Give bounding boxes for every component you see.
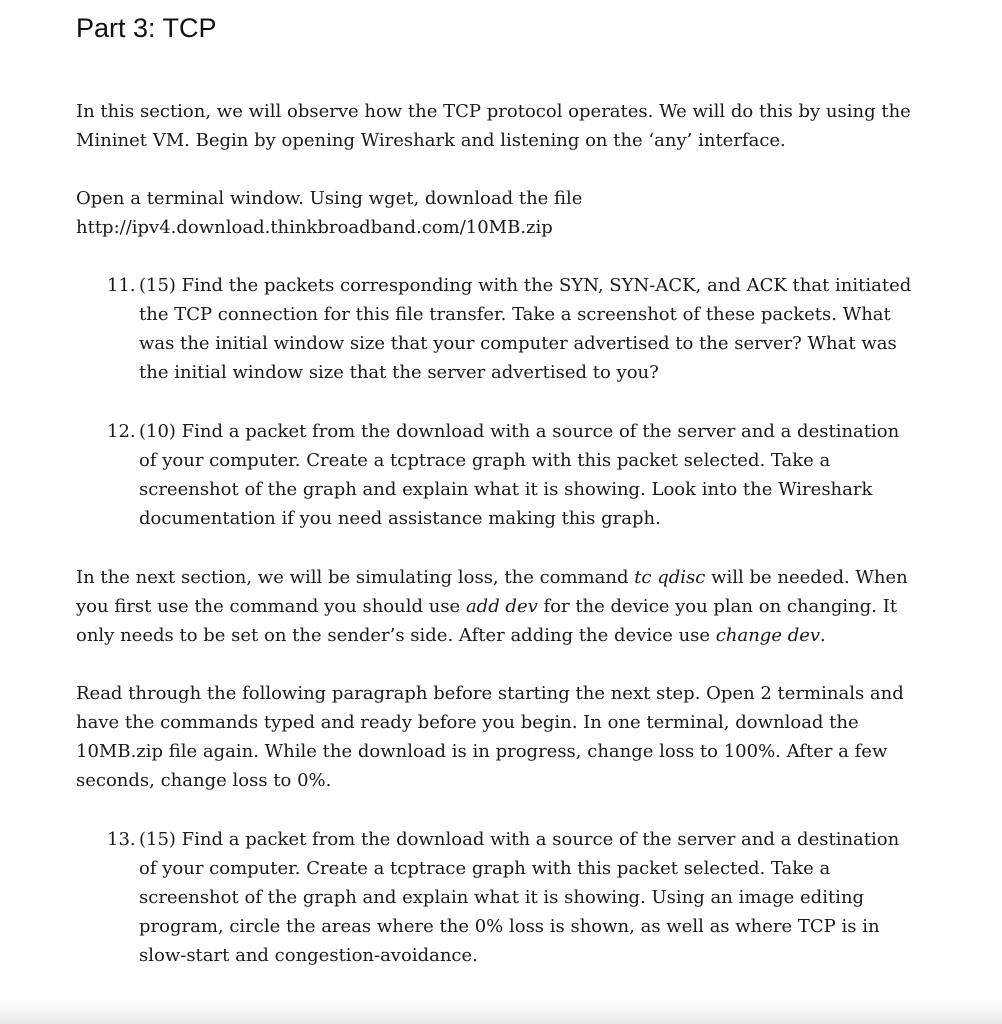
loss-line [76, 621, 908, 650]
intro-line: Mininet VM. Begin by opening Wireshark and listening on the ‘any’ interface. [76, 130, 786, 151]
text-run: you first use the command you should use [76, 596, 466, 617]
question-line: slow-start and congestion-avoidance. [139, 945, 478, 966]
question-line: program, circle the areas where the 0% loss is shown, as well as where TCP is in [139, 916, 880, 937]
question-11 [107, 271, 911, 387]
loss-paragraph [76, 563, 908, 650]
command-text: tc qdisc [634, 567, 706, 588]
question-line: screenshot of the graph and explain what it is showing. Using an image editing [139, 887, 865, 908]
instructions-line: seconds, change loss to 0%. [76, 770, 332, 791]
download-paragraph [76, 184, 582, 242]
download-url: http://ipv4.download.thinkbroadband.com/10MB.zip [76, 217, 553, 238]
loss-line [76, 563, 908, 592]
text-run: will be needed. When [705, 567, 908, 588]
question-13 [107, 825, 899, 970]
question-number: 13. [107, 829, 136, 850]
command-text: add dev [465, 596, 538, 617]
text-run: . [820, 625, 826, 646]
page-bottom-shadow [0, 1000, 1002, 1024]
download-line: Open a terminal window. Using wget, download the file [76, 188, 583, 209]
question-line [107, 271, 911, 300]
question-line: the initial window size that the server advertised to you? [139, 362, 659, 383]
question-text: (15) Find a packet from the download with a source of the server and a destination [139, 829, 900, 850]
loss-line [76, 592, 908, 621]
question-line [107, 417, 899, 446]
section-heading: Part 3: TCP [76, 13, 217, 43]
command-text: change dev [715, 625, 821, 646]
question-line: screenshot of the graph and explain what it is showing. Look into the Wireshark [139, 479, 873, 500]
question-line: the TCP connection for this file transfer. Take a screenshot of these packets. What [139, 304, 891, 325]
intro-line: In this section, we will observe how the TCP protocol operates. We will do this by using the [76, 101, 911, 122]
question-text: (10) Find a packet from the download with a source of the server and a destination [139, 421, 900, 442]
text-run: In the next section, we will be simulating loss, the command [76, 567, 635, 588]
question-12 [107, 417, 899, 533]
question-text: (15) Find the packets corresponding with the SYN, SYN-ACK, and ACK that initiated [139, 275, 912, 296]
question-line: documentation if you need assistance making this graph. [139, 508, 661, 529]
question-line: was the initial window size that your computer advertised to the server? What was [139, 333, 897, 354]
instructions-line: Read through the following paragraph before starting the next step. Open 2 terminals and [76, 683, 904, 704]
text-run: for the device you plan on changing. It [537, 596, 898, 617]
question-number: 12. [107, 421, 136, 442]
question-line: of your computer. Create a tcptrace graph with this packet selected. Take a [139, 858, 831, 879]
question-number: 11. [107, 275, 136, 296]
text-run: only needs to be set on the sender’s side. After adding the device use [76, 625, 716, 646]
instructions-line: have the commands typed and ready before you begin. In one terminal, download the [76, 712, 859, 733]
question-line: of your computer. Create a tcptrace graph with this packet selected. Take a [139, 450, 831, 471]
instructions-paragraph [76, 679, 904, 795]
instructions-line: 10MB.zip file again. While the download is in progress, change loss to 100%. After a few [76, 741, 888, 762]
question-line [107, 825, 899, 854]
intro-paragraph [76, 97, 911, 155]
